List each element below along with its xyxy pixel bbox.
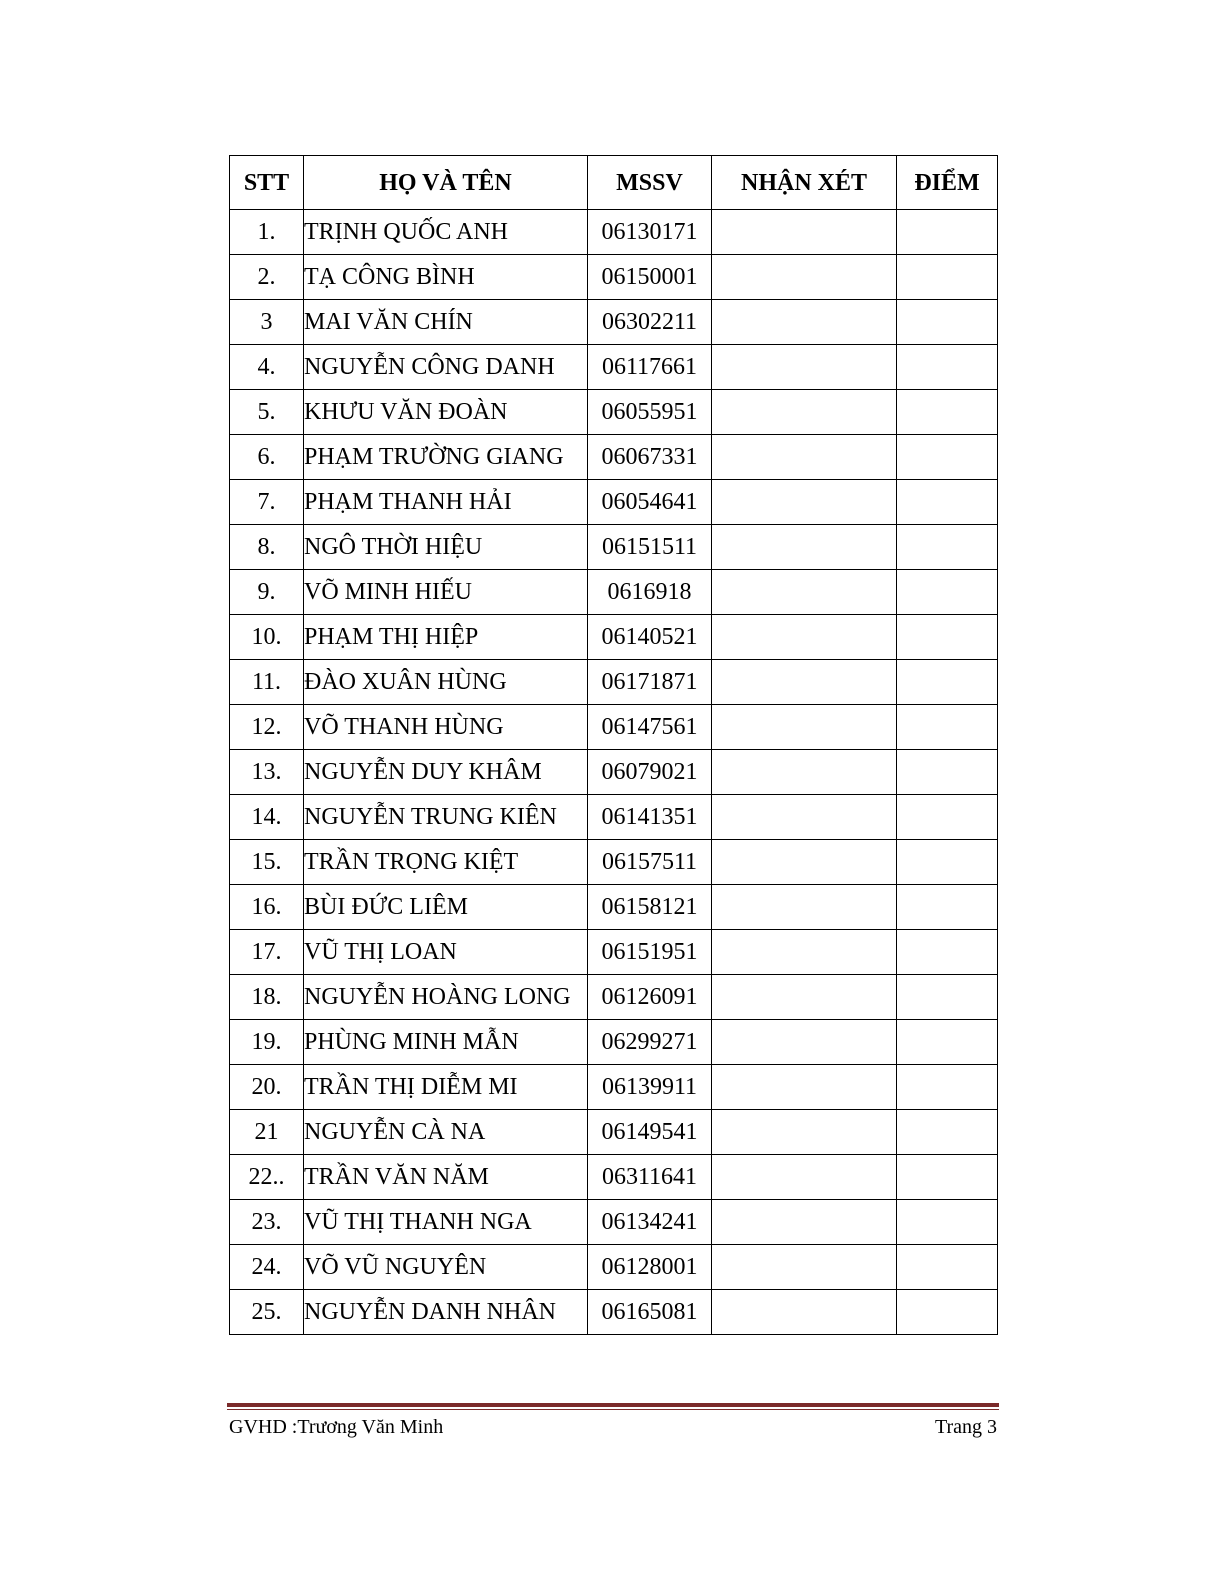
cell-mssv: 06126091	[588, 975, 712, 1020]
cell-note	[712, 570, 897, 615]
cell-stt: 10.	[230, 615, 304, 660]
footer-divider-thin	[227, 1409, 999, 1410]
cell-note	[712, 255, 897, 300]
cell-note	[712, 1065, 897, 1110]
cell-score	[897, 210, 998, 255]
cell-score	[897, 930, 998, 975]
cell-mssv: 06150001	[588, 255, 712, 300]
cell-note	[712, 300, 897, 345]
header-name: HỌ VÀ TÊN	[304, 156, 588, 210]
cell-name: TRẦN THỊ DIỄM MI	[304, 1065, 588, 1110]
cell-score	[897, 1290, 998, 1335]
cell-note	[712, 840, 897, 885]
cell-name: BÙI ĐỨC LIÊM	[304, 885, 588, 930]
cell-mssv: 06151951	[588, 930, 712, 975]
cell-score	[897, 795, 998, 840]
cell-name: KHƯU VĂN ĐOÀN	[304, 390, 588, 435]
cell-note	[712, 750, 897, 795]
cell-stt: 7.	[230, 480, 304, 525]
cell-score	[897, 435, 998, 480]
table-row	[230, 435, 998, 480]
cell-mssv: 0616918	[588, 570, 712, 615]
cell-stt: 13.	[230, 750, 304, 795]
table-header-row	[230, 156, 998, 210]
table-row	[230, 750, 998, 795]
table-row	[230, 1290, 998, 1335]
table-row	[230, 975, 998, 1020]
cell-stt: 12.	[230, 705, 304, 750]
cell-note	[712, 615, 897, 660]
cell-mssv: 06151511	[588, 525, 712, 570]
cell-mssv: 06128001	[588, 1245, 712, 1290]
table-row	[230, 1065, 998, 1110]
cell-mssv: 06311641	[588, 1155, 712, 1200]
cell-note	[712, 975, 897, 1020]
cell-note	[712, 345, 897, 390]
cell-stt: 20.	[230, 1065, 304, 1110]
cell-mssv: 06140521	[588, 615, 712, 660]
header-note: NHẬN XÉT	[712, 156, 897, 210]
cell-name: NGUYỄN HOÀNG LONG	[304, 975, 588, 1020]
cell-mssv: 06165081	[588, 1290, 712, 1335]
cell-score	[897, 1020, 998, 1065]
cell-mssv: 06149541	[588, 1110, 712, 1155]
cell-note	[712, 795, 897, 840]
cell-stt: 11.	[230, 660, 304, 705]
table-row	[230, 1020, 998, 1065]
cell-stt: 23.	[230, 1200, 304, 1245]
table-row	[230, 795, 998, 840]
cell-stt: 3	[230, 300, 304, 345]
cell-score	[897, 840, 998, 885]
table-row	[230, 570, 998, 615]
cell-name: TRẦN VĂN NĂM	[304, 1155, 588, 1200]
cell-name: VÕ MINH HIẾU	[304, 570, 588, 615]
cell-stt: 2.	[230, 255, 304, 300]
cell-score	[897, 615, 998, 660]
table-row	[230, 1110, 998, 1155]
table-row	[230, 705, 998, 750]
table-row	[230, 1155, 998, 1200]
cell-score	[897, 975, 998, 1020]
cell-stt: 8.	[230, 525, 304, 570]
cell-name: NGUYỄN CÔNG DANH	[304, 345, 588, 390]
cell-name: NGUYỄN CÀ NA	[304, 1110, 588, 1155]
cell-name: NGÔ THỜI HIỆU	[304, 525, 588, 570]
cell-mssv: 06299271	[588, 1020, 712, 1065]
student-roster-table	[229, 155, 998, 1335]
cell-note	[712, 1155, 897, 1200]
cell-note	[712, 1110, 897, 1155]
header-score: ĐIỂM	[897, 156, 998, 210]
table-body	[230, 210, 998, 1335]
cell-score	[897, 390, 998, 435]
footer-page-number: Trang 3	[934, 1416, 997, 1438]
header-mssv: MSSV	[588, 156, 712, 210]
cell-score	[897, 885, 998, 930]
table-row	[230, 660, 998, 705]
cell-name: PHẠM THANH HẢI	[304, 480, 588, 525]
cell-name: PHẠM TRƯỜNG GIANG	[304, 435, 588, 480]
cell-mssv: 06302211	[588, 300, 712, 345]
cell-note	[712, 480, 897, 525]
table-row	[230, 840, 998, 885]
cell-stt: 15.	[230, 840, 304, 885]
cell-name: VÕ THANH HÙNG	[304, 705, 588, 750]
cell-name: TRỊNH QUỐC ANH	[304, 210, 588, 255]
cell-stt: 14.	[230, 795, 304, 840]
cell-note	[712, 435, 897, 480]
table-row	[230, 390, 998, 435]
cell-note	[712, 1020, 897, 1065]
cell-note	[712, 1290, 897, 1335]
cell-stt: 4.	[230, 345, 304, 390]
cell-score	[897, 750, 998, 795]
cell-note	[712, 705, 897, 750]
table-row	[230, 300, 998, 345]
cell-note	[712, 1245, 897, 1290]
header-stt: STT	[230, 156, 304, 210]
cell-name: VÕ VŨ NGUYÊN	[304, 1245, 588, 1290]
cell-name: TRẦN TRỌNG KIỆT	[304, 840, 588, 885]
cell-stt: 16.	[230, 885, 304, 930]
cell-mssv: 06141351	[588, 795, 712, 840]
cell-note	[712, 660, 897, 705]
cell-mssv: 06079021	[588, 750, 712, 795]
cell-score	[897, 1110, 998, 1155]
cell-score	[897, 480, 998, 525]
cell-stt: 19.	[230, 1020, 304, 1065]
cell-score	[897, 300, 998, 345]
cell-name: TẠ CÔNG BÌNH	[304, 255, 588, 300]
table-row	[230, 1200, 998, 1245]
cell-score	[897, 660, 998, 705]
table-row	[230, 345, 998, 390]
cell-score	[897, 1245, 998, 1290]
cell-name: MAI VĂN CHÍN	[304, 300, 588, 345]
cell-score	[897, 705, 998, 750]
cell-mssv: 06147561	[588, 705, 712, 750]
cell-mssv: 06117661	[588, 345, 712, 390]
cell-mssv: 06171871	[588, 660, 712, 705]
cell-score	[897, 345, 998, 390]
table-row	[230, 615, 998, 660]
table-row	[230, 255, 998, 300]
cell-mssv: 06139911	[588, 1065, 712, 1110]
table-row	[230, 885, 998, 930]
cell-name: VŨ THỊ LOAN	[304, 930, 588, 975]
cell-name: NGUYỄN TRUNG KIÊN	[304, 795, 588, 840]
cell-name: NGUYỄN DANH NHÂN	[304, 1290, 588, 1335]
cell-score	[897, 255, 998, 300]
cell-score	[897, 525, 998, 570]
footer-divider	[227, 1403, 999, 1407]
footer-instructor: GVHD :Trương Văn Minh	[229, 1416, 444, 1438]
cell-note	[712, 525, 897, 570]
table-row	[230, 210, 998, 255]
cell-note	[712, 930, 897, 975]
cell-score	[897, 1200, 998, 1245]
cell-mssv: 06157511	[588, 840, 712, 885]
cell-name: VŨ THỊ THANH NGA	[304, 1200, 588, 1245]
cell-mssv: 06055951	[588, 390, 712, 435]
cell-name: PHẠM THỊ HIỆP	[304, 615, 588, 660]
cell-mssv: 06130171	[588, 210, 712, 255]
cell-stt: 5.	[230, 390, 304, 435]
cell-stt: 6.	[230, 435, 304, 480]
table-row	[230, 930, 998, 975]
cell-mssv: 06054641	[588, 480, 712, 525]
cell-stt: 24.	[230, 1245, 304, 1290]
cell-mssv: 06134241	[588, 1200, 712, 1245]
table-row	[230, 480, 998, 525]
cell-note	[712, 885, 897, 930]
table-row	[230, 1245, 998, 1290]
cell-name: NGUYỄN DUY KHÂM	[304, 750, 588, 795]
cell-name: ĐÀO XUÂN HÙNG	[304, 660, 588, 705]
cell-note	[712, 210, 897, 255]
cell-score	[897, 1155, 998, 1200]
cell-stt: 9.	[230, 570, 304, 615]
cell-mssv: 06158121	[588, 885, 712, 930]
cell-score	[897, 1065, 998, 1110]
cell-score	[897, 570, 998, 615]
cell-stt: 17.	[230, 930, 304, 975]
cell-mssv: 06067331	[588, 435, 712, 480]
table-row	[230, 525, 998, 570]
cell-name: PHÙNG MINH MẪN	[304, 1020, 588, 1065]
cell-stt: 18.	[230, 975, 304, 1020]
cell-note	[712, 390, 897, 435]
cell-note	[712, 1200, 897, 1245]
cell-stt: 1.	[230, 210, 304, 255]
cell-stt: 21	[230, 1110, 304, 1155]
cell-stt: 25.	[230, 1290, 304, 1335]
cell-stt: 22..	[230, 1155, 304, 1200]
